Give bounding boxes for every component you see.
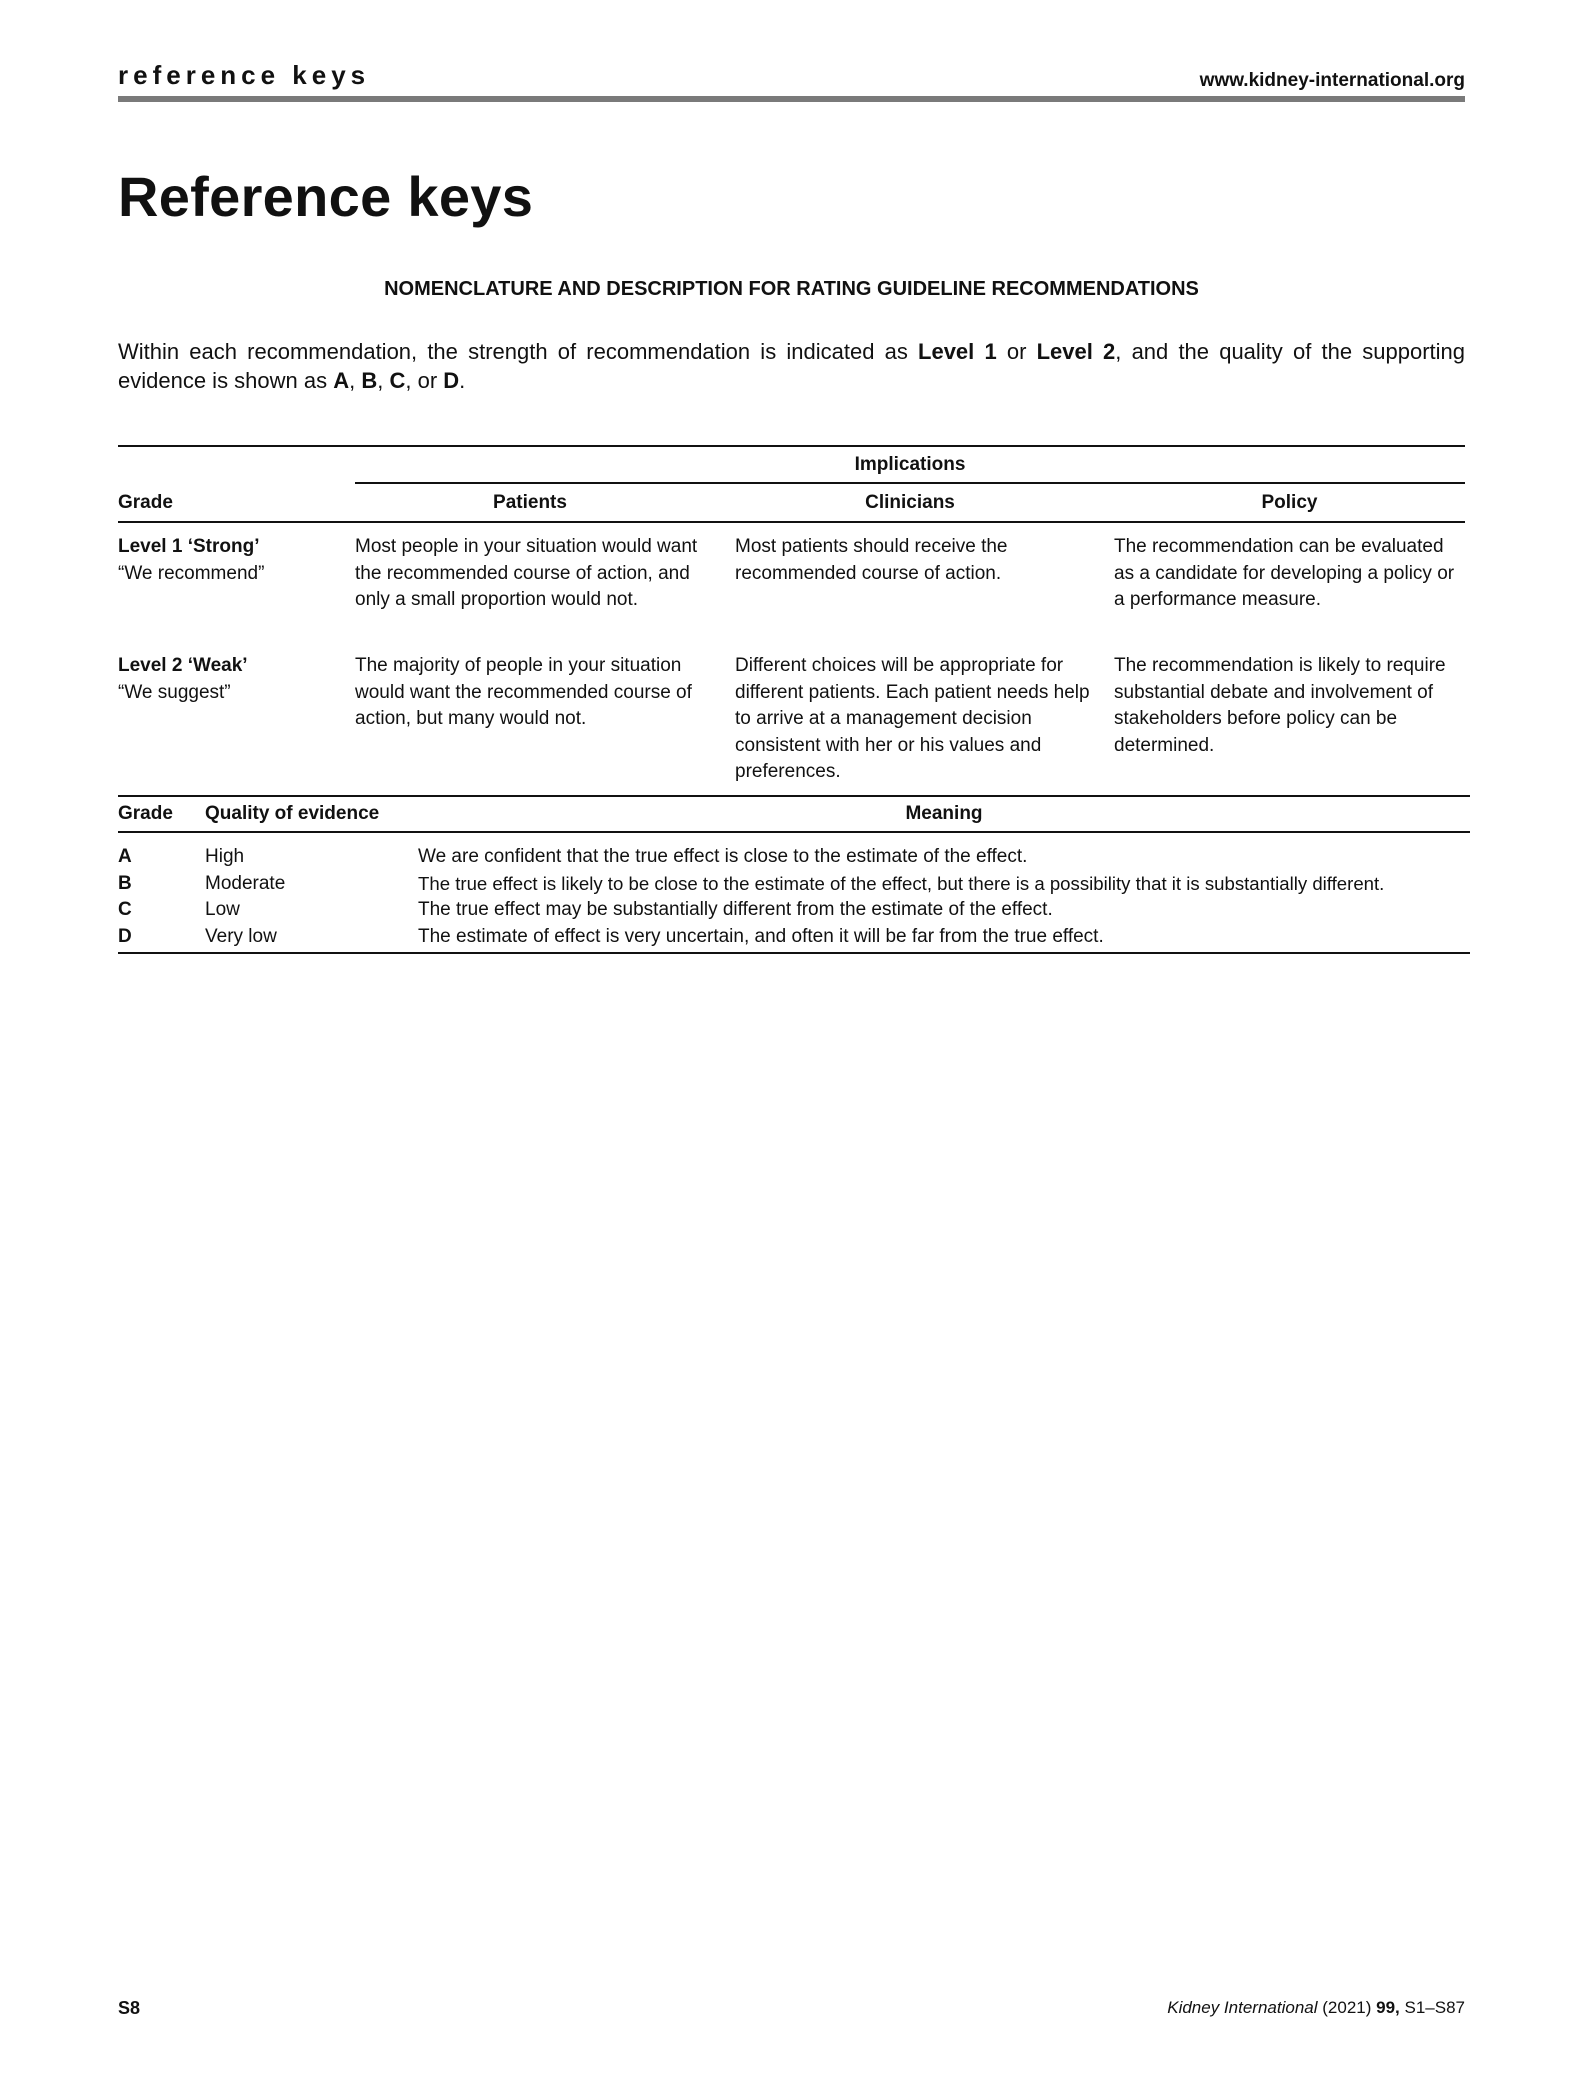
running-head-section: reference keys [118,60,371,90]
evidence-grade: A [118,846,132,867]
meaning-header: Meaning [905,803,983,824]
table-row [118,897,1478,924]
table-cell-clinicians: Different choices will be appropriate for different patients. Each patient needs help to arrive at a management decision consistent with her or his values and preferences. [735,655,1090,782]
evidence-grade-header: Grade [118,803,173,824]
intro-level2: Level 2 [1036,339,1116,364]
grade-phrase: “We recommend” [118,562,265,584]
intro-text: . [459,368,466,393]
evidence-table-bottom-rule [118,952,1470,954]
table-row [118,844,1478,871]
grade-level: Level 1 ‘Strong’ [118,536,260,557]
intro-level1: Level 1 [918,339,997,364]
section-heading: NOMENCLATURE AND DESCRIPTION FOR RATING GUIDELINE RECOMMENDATIONS [384,278,1199,300]
running-head-website[interactable]: www.kidney-international.org [1199,70,1465,91]
intro-grade-b: B [361,368,378,393]
intro-text: , and the quality of the supporting evidence is shown as [118,339,1465,393]
intro-text: Within each recommendation, the strength of recommendation is indicated as [118,339,919,364]
evidence-meaning: We are confident that the true effect is close to the estimate of the effect. [418,846,1028,867]
table-cell-policy: The recommendation is likely to require substantial debate and involvement of stakeholders before policy can be determined. [1114,655,1446,756]
clinicians-column-header: Clinicians [865,492,955,513]
page-title: Reference keys [118,165,534,228]
table-cell-clinicians: Most patients should receive the recommended course of action. [735,536,1008,584]
patients-column-header: Patients [493,492,567,513]
implications-rule [355,482,1465,484]
evidence-meaning: The estimate of effect is very uncertain, and often it will be far from the true effect. [418,925,1104,947]
intro-grade-d: D [443,368,460,393]
header-bottom-rule [118,521,1465,523]
intro-grade-c: C [389,368,406,393]
header-rule [118,96,1465,102]
evidence-header-rule [118,831,1470,833]
evidence-rows [118,844,1478,950]
table-top-rule [118,445,1465,447]
implications-header: Implications [854,454,966,475]
evidence-quality: Very low [205,925,277,947]
intro-text: or [996,339,1037,364]
journal-pages: S1–S87 [1404,1998,1465,2017]
journal-citation [1167,1998,1465,2018]
table-row-level1-grade [118,534,338,587]
page-number: S8 [118,1998,141,2018]
intro-text: , [349,368,362,393]
evidence-grade: C [118,899,132,920]
intro-text: , or [405,368,444,393]
evidence-grade: B [118,872,132,894]
table-row [118,871,1478,898]
journal-year: (2021) [1322,1998,1372,2017]
intro-text: , [377,368,390,393]
policy-column-header: Policy [1261,492,1318,513]
table-row-level2-grade [118,653,338,706]
grade-column-header: Grade [118,492,173,513]
evidence-table-top-rule [118,795,1470,797]
evidence-quality: High [205,846,245,867]
intro-paragraph [118,337,1465,395]
evidence-meaning: The true effect is likely to be close to the estimate of the effect, but there is a possibility that it is substantially different. [418,872,1385,894]
table-cell-policy: The recommendation can be evaluated as a candidate for developing a policy or a performance measure. [1114,536,1455,610]
journal-volume: 99, [1376,1998,1400,2017]
quality-of-evidence-header: Quality of evidence [205,803,380,824]
evidence-grade: D [118,925,132,947]
grade-level: Level 2 ‘Weak’ [118,655,248,676]
intro-grade-a: A [333,368,350,393]
table-cell-patients: Most people in your situation would want the recommended course of action, and only a small proportion would not. [355,536,698,610]
evidence-meaning: The true effect may be substantially different from the estimate of the effect. [418,899,1053,920]
table-cell-patients: The majority of people in your situation would want the recommended course of action, but many would not. [355,655,692,729]
evidence-quality: Moderate [205,872,286,894]
grade-phrase: “We suggest” [118,681,231,703]
table-row [118,924,1478,951]
evidence-quality: Low [205,899,240,920]
journal-name: Kidney International [1167,1998,1318,2017]
